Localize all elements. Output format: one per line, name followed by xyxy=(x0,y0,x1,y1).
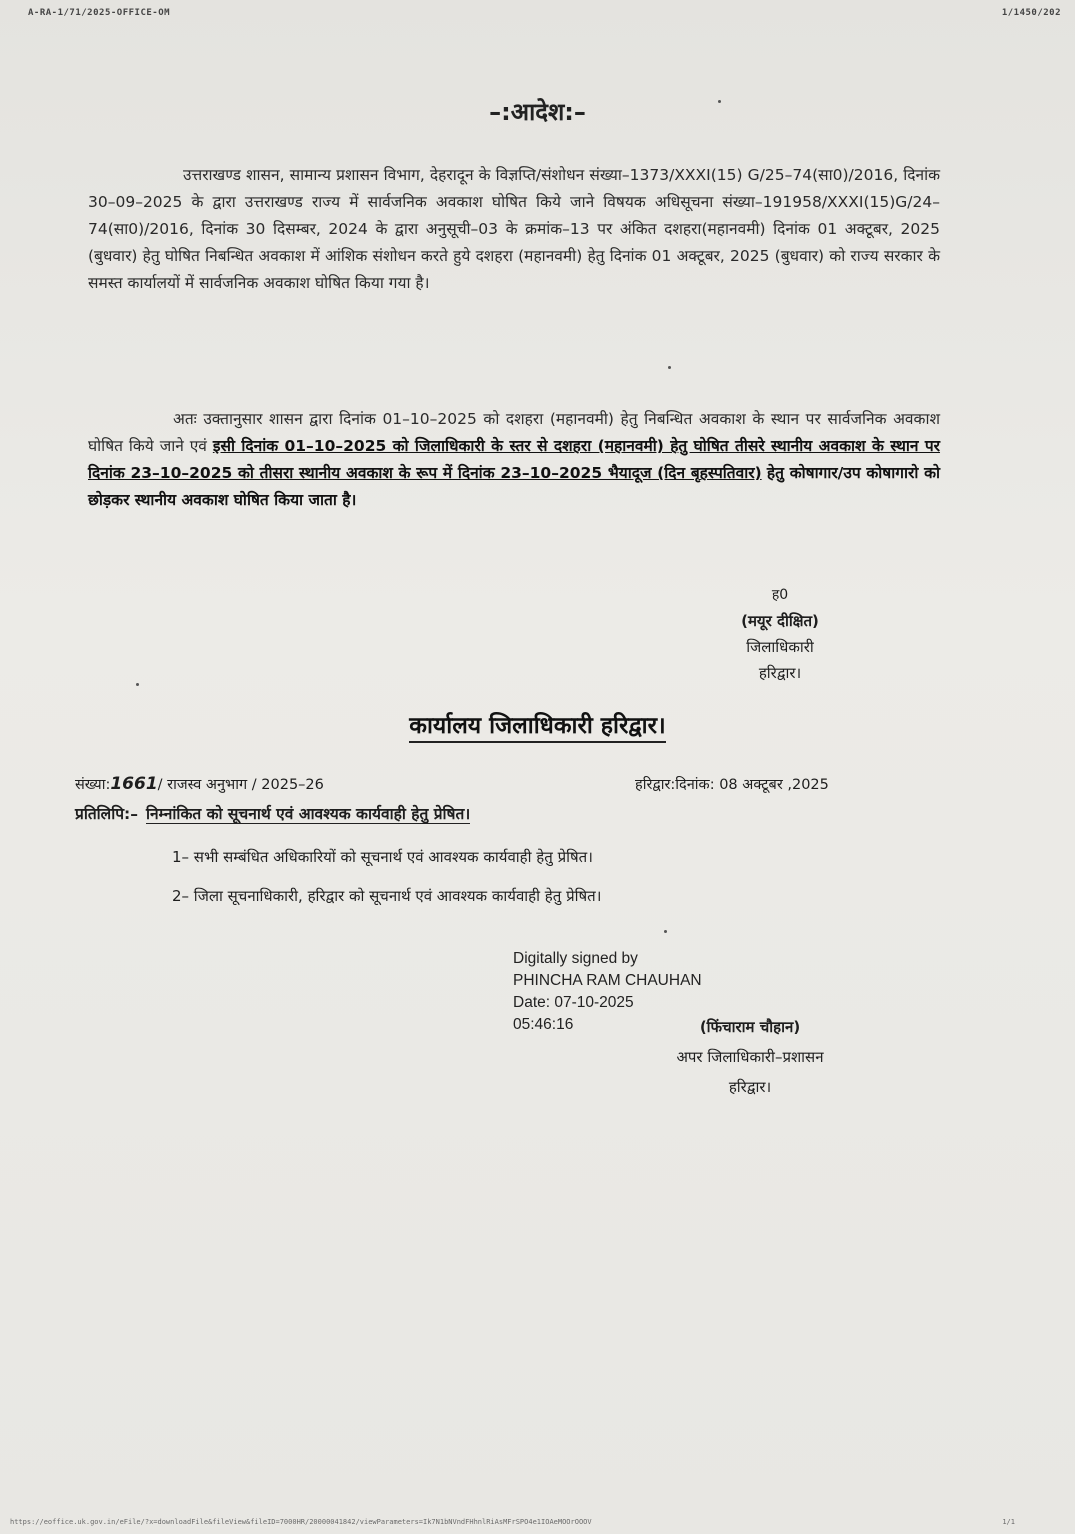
order-paragraph-2 xyxy=(88,406,940,514)
signatory2-place: हरिद्वार। xyxy=(728,1078,772,1096)
digital-signature-line-1: Digitally signed by xyxy=(513,950,638,967)
signatory-place: हरिद्वार। xyxy=(758,664,802,682)
order-paragraph-2-intro: अतः उक्तानुसार शासन द्वारा दिनांक 01–10–2025 को दशहरा (महानवमी) हेतु निबन्धित अवकाश के स्थान पर सार्वजनिक अवकाश घोषित किये जाने एवं xyxy=(88,410,940,455)
signatory-district-magistrate xyxy=(700,582,860,686)
footer-page-number: 1/1 xyxy=(1002,1518,1015,1526)
signatory-additional-magistrate xyxy=(630,1012,870,1102)
digital-signature-line-2: PHINCHA RAM CHAUHAN xyxy=(513,972,702,989)
signature-mark: ह0 xyxy=(771,587,789,603)
signatory-designation: जिलाधिकारी xyxy=(746,638,814,656)
speck xyxy=(136,683,139,686)
date-label: हरिद्वार:दिनांक: xyxy=(635,777,715,793)
reference-label: संख्या: xyxy=(75,777,111,793)
speck xyxy=(718,100,721,103)
print-footer xyxy=(0,1514,1075,1534)
page-reference-code: 1/1450/202 xyxy=(1001,8,1061,18)
footer-url: https://eoffice.uk.gov.in/eFile/?x=downloadFile&fileView&fileID=7000HR/20000041842/viewParameters=Ik7N1bNVndFHhnlRiAsMFrSPO4e1IOAeMOOrOOOV xyxy=(10,1518,592,1526)
reference-date xyxy=(635,774,829,794)
reference-number: 1661 xyxy=(110,774,158,794)
date-value: 08 अक्टूबर ,2025 xyxy=(719,777,829,793)
office-heading-text: कार्यालय जिलाधिकारी हरिद्वार। xyxy=(409,713,665,743)
file-reference-code: A-RA-1/71/2025-OFFICE-OM xyxy=(28,8,171,18)
reference-line xyxy=(75,774,895,794)
copy-label: प्रतिलिपि:– xyxy=(75,805,138,823)
digital-signature-line-4: 05:46:16 xyxy=(513,1016,574,1033)
signatory2-name: (फिंचाराम चौहान) xyxy=(699,1018,801,1036)
speck xyxy=(668,366,671,369)
order-paragraph-1: उत्तराखण्ड शासन, सामान्य प्रशासन विभाग, देहरादून के विज्ञप्ति/संशोधन संख्या–1373/XXXI(15) G/25–74(सा0)/2016, दिनांक 30–09–2025 के द्वारा उत्तराखण्ड राज्य में सार्वजनिक अवकाश घोषित किये जाने विषयक अधिसूचना संख्या–191958/XXXI(15)G/24–74(सा0)/2016, दिनांक 30 दिसम्बर, 2024 के द्वारा अनुसूची–03 के क्रमांक–13 पर अंकित दशहरा(महानवमी) दिनांक 01 अक्टूबर, 2025 (बुधवार) हेतु घोषित निबन्धित अवकाश में आंशिक संशोधन करते हुये दशहरा (महानवमी) हेतु दिनांक 01 अक्टूबर, 2025 (बुधवार) को राज्य सरकार के समस्त कार्यालयों में सार्वजनिक अवकाश घोषित किया गया है। xyxy=(88,166,940,292)
copy-recipient-2: 2– जिला सूचनाधिकारी, हरिद्वार को सूचनार्थ एवं आवश्यक कार्यवाही हेतु प्रेषित। xyxy=(172,887,602,905)
reference-suffix: / राजस्व अनुभाग / 2025–26 xyxy=(157,777,324,793)
digital-signature-line-3: Date: 07-10-2025 xyxy=(513,994,634,1011)
copy-to-line xyxy=(75,802,470,824)
office-heading xyxy=(0,708,1075,740)
signatory2-designation: अपर जिलाधिकारी–प्रशासन xyxy=(676,1048,824,1066)
copy-text: निम्नांकित को सूचनार्थ एवं आवश्यक कार्यवाही हेतु प्रेषित। xyxy=(145,805,471,823)
order-paragraph-2-highlight: इसी दिनांक 01–10–2025 को जिलाधिकारी के स्तर से दशहरा (महानवमी) हेतु घोषित तीसरे स्थानीय अवकाश के स्थान पर दिनांक 23–10–2025 को तीसरा स्थानीय अवकाश के रूप में दिनांक 23–10–2025 भैयादूज (दिन बृहस्पतिवार) xyxy=(88,437,941,482)
order-paragraph-2-closing: हेतु कोषागार/उप कोषागारो को छोड़कर स्थानीय अवकाश घोषित किया जाता है। xyxy=(88,464,940,509)
copy-recipient-1: 1– सभी सम्बंधित अधिकारियों को सूचनार्थ एवं आवश्यक कार्यवाही हेतु प्रेषित। xyxy=(172,848,593,866)
speck xyxy=(664,930,667,933)
order-title: –:आदेश:– xyxy=(489,98,586,126)
signatory-name: (मयूर दीक्षित) xyxy=(741,612,819,630)
